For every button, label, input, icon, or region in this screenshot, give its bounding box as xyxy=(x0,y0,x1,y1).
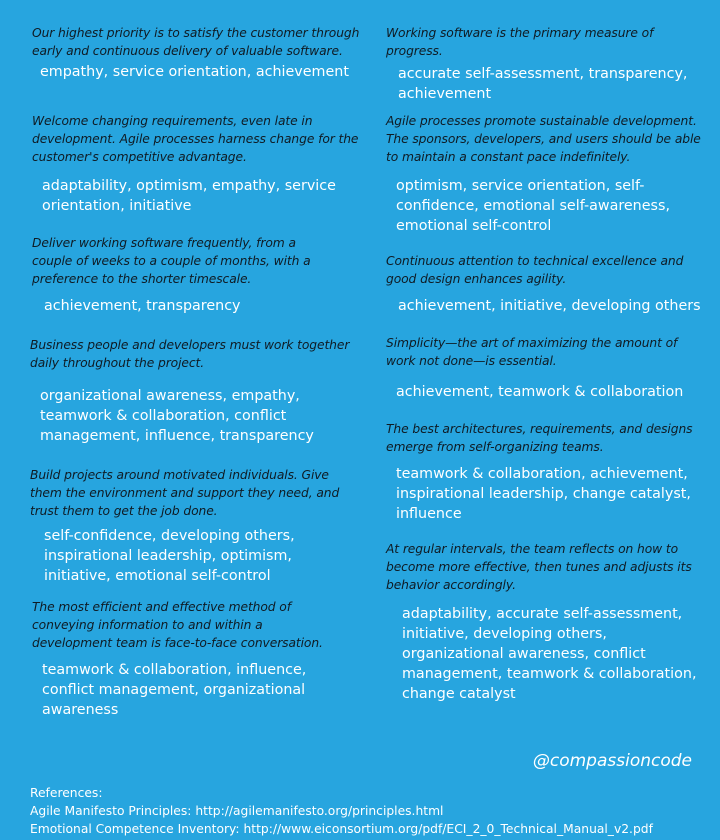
principle-block xyxy=(32,112,362,216)
principle-text: Working software is the primary measure of progress. xyxy=(386,26,654,58)
principle-block xyxy=(386,252,716,316)
competency-list: self-confidence, developing others, inspirational leadership, optimism, initiative, emotional self-control xyxy=(44,528,295,584)
principle-text: Continuous attention to technical excellence and good design enhances agility. xyxy=(386,254,684,286)
reference-line: Emotional Competence Inventory: http://www.eiconsortium.org/pdf/ECI_2_0_Technical_Manual_v2.pdf xyxy=(30,822,653,836)
principle-text: The most efficient and effective method of conveying information to and within a development team is face-to-face conversation. xyxy=(32,600,323,650)
competency-list: optimism, service orientation, self-confidence, emotional self-awareness, emotional self-control xyxy=(396,178,670,234)
principle-text: Agile processes promote sustainable development. The sponsors, developers, and users should be able to maintain a constant pace indefinitely. xyxy=(386,114,701,164)
principle-text: Simplicity—the art of maximizing the amount of work not done—is essential. xyxy=(386,336,678,368)
competency-list: achievement, teamwork & collaboration xyxy=(396,384,684,400)
principle-text: Our highest priority is to satisfy the customer through early and continuous delivery of valuable software. xyxy=(32,26,360,58)
competency-list: adaptability, optimism, empathy, service orientation, initiative xyxy=(42,178,336,214)
references xyxy=(30,784,653,838)
competency-list: achievement, transparency xyxy=(44,298,241,314)
principle-block xyxy=(30,466,360,586)
principle-block xyxy=(386,24,716,104)
principle-text: Build projects around motivated individuals. Give them the environment and support they need, and trust them to get the job done. xyxy=(30,468,340,518)
competency-list: empathy, service orientation, achievement xyxy=(40,64,349,80)
principle-text: The best architectures, requirements, and designs emerge from self-organizing teams. xyxy=(386,422,693,454)
principle-text: Deliver working software frequently, from a couple of weeks to a couple of months, with a preference to the shorter timescale. xyxy=(32,236,311,286)
reference-line: Agile Manifesto Principles: http://agilemanifesto.org/principles.html xyxy=(30,804,444,818)
competency-list: teamwork & collaboration, influence, conflict management, organizational awareness xyxy=(42,662,307,718)
principle-block xyxy=(386,334,716,402)
principle-block xyxy=(386,540,716,704)
competency-list: teamwork & collaboration, achievement, inspirational leadership, change catalyst, influence xyxy=(396,466,691,522)
references-heading: References: xyxy=(30,786,103,800)
principle-block xyxy=(386,112,716,236)
competency-list: accurate self-assessment, transparency, achievement xyxy=(398,66,688,102)
principle-block xyxy=(32,24,362,82)
principle-block xyxy=(386,420,716,524)
principle-block xyxy=(30,336,360,446)
principle-block xyxy=(32,598,362,720)
competency-list: adaptability, accurate self-assessment, initiative, developing others, organizational awareness, conflict management, teamwork & collaboration, change catalyst xyxy=(402,606,697,702)
principle-block xyxy=(32,234,362,316)
competency-list: achievement, initiative, developing others xyxy=(398,298,701,314)
principle-text: Welcome changing requirements, even late in development. Agile processes harness change for the customer's competitive advantage. xyxy=(32,114,359,164)
author-handle: @compassioncode xyxy=(532,751,692,771)
principle-text: Business people and developers must work together daily throughout the project. xyxy=(30,338,350,370)
principle-text: At regular intervals, the team reflects on how to become more effective, then tunes and adjusts its behavior accordingly. xyxy=(386,542,692,592)
competency-list: organizational awareness, empathy, teamwork & collaboration, conflict management, influence, transparency xyxy=(40,388,314,444)
